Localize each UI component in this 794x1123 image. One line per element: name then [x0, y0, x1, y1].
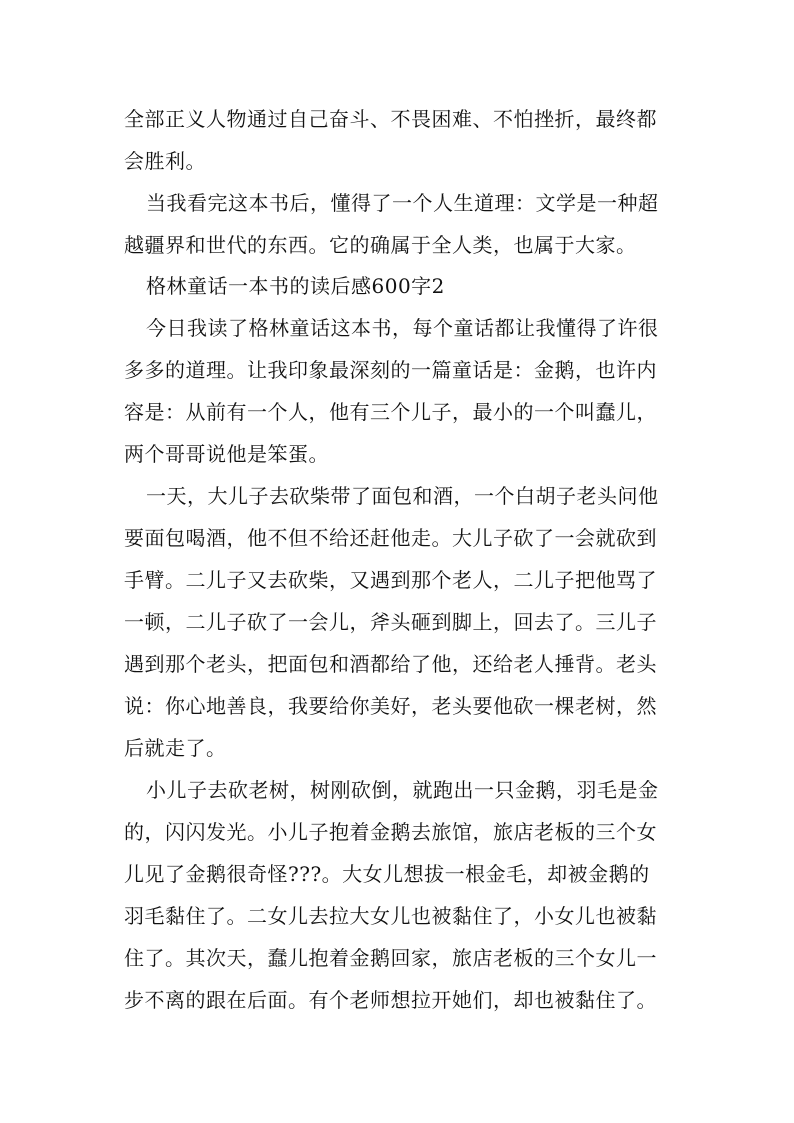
- text-line: 遇到那个老头，把面包和酒都给了他，还给老人捶背。老头: [124, 652, 657, 676]
- text-line: 一天，大儿子去砍柴带了面包和酒，一个白胡子老头问他: [146, 484, 659, 508]
- text-line: 后就走了。: [124, 736, 227, 760]
- text-line: 多多的道理。让我印象最深刻的一篇童话是：金鹅，也许内: [124, 358, 657, 382]
- text-line: 今日我读了格林童话这本书，每个童话都让我懂得了许很: [146, 316, 659, 340]
- text-line: 全部正义人物通过自己奋斗、不畏困难、不怕挫折，最终都: [124, 107, 657, 131]
- text-line: 说：你心地善良，我要给你美好，老头要他砍一棵老树，然: [124, 694, 657, 718]
- text-line: 要面包喝酒，他不但不给还赶他走。大儿子砍了一会就砍到: [124, 526, 657, 550]
- section-title: 格林童话一本书的读后感600字2: [146, 274, 445, 298]
- text-line: 两个哥哥说他是笨蛋。: [124, 442, 329, 466]
- text-line: 一顿，二儿子砍了一会儿，斧头砸到脚上，回去了。三儿子: [124, 610, 657, 634]
- text-line: 会胜利。: [124, 149, 206, 173]
- text-line: 越疆界和世代的东西。它的确属于全人类，也属于大家。: [124, 233, 637, 257]
- text-line: 羽毛黏住了。二女儿去拉大女儿也被黏住了，小女儿也被黏: [124, 904, 657, 928]
- text-line: 住了。其次天，蠢儿抱着金鹅回家，旅店老板的三个女儿一: [124, 946, 657, 970]
- text-line: 的，闪闪发光。小儿子抱着金鹅去旅馆，旅店老板的三个女: [124, 820, 657, 844]
- text-line: 步不离的跟在后面。有个老师想拉开她们，却也被黏住了。: [124, 988, 657, 1012]
- text-line: 当我看完这本书后，懂得了一个人生道理：文学是一种超: [146, 191, 659, 215]
- text-line: 手臂。二儿子又去砍柴，又遇到那个老人，二儿子把他骂了: [124, 568, 657, 592]
- text-line: 儿见了金鹅很奇怪???。大女儿想拔一根金毛，却被金鹅的: [124, 862, 650, 886]
- text-line: 小儿子去砍老树，树刚砍倒，就跑出一只金鹅，羽毛是金: [146, 778, 659, 802]
- text-line: 容是：从前有一个人，他有三个儿子，最小的一个叫蠢儿，: [124, 400, 657, 424]
